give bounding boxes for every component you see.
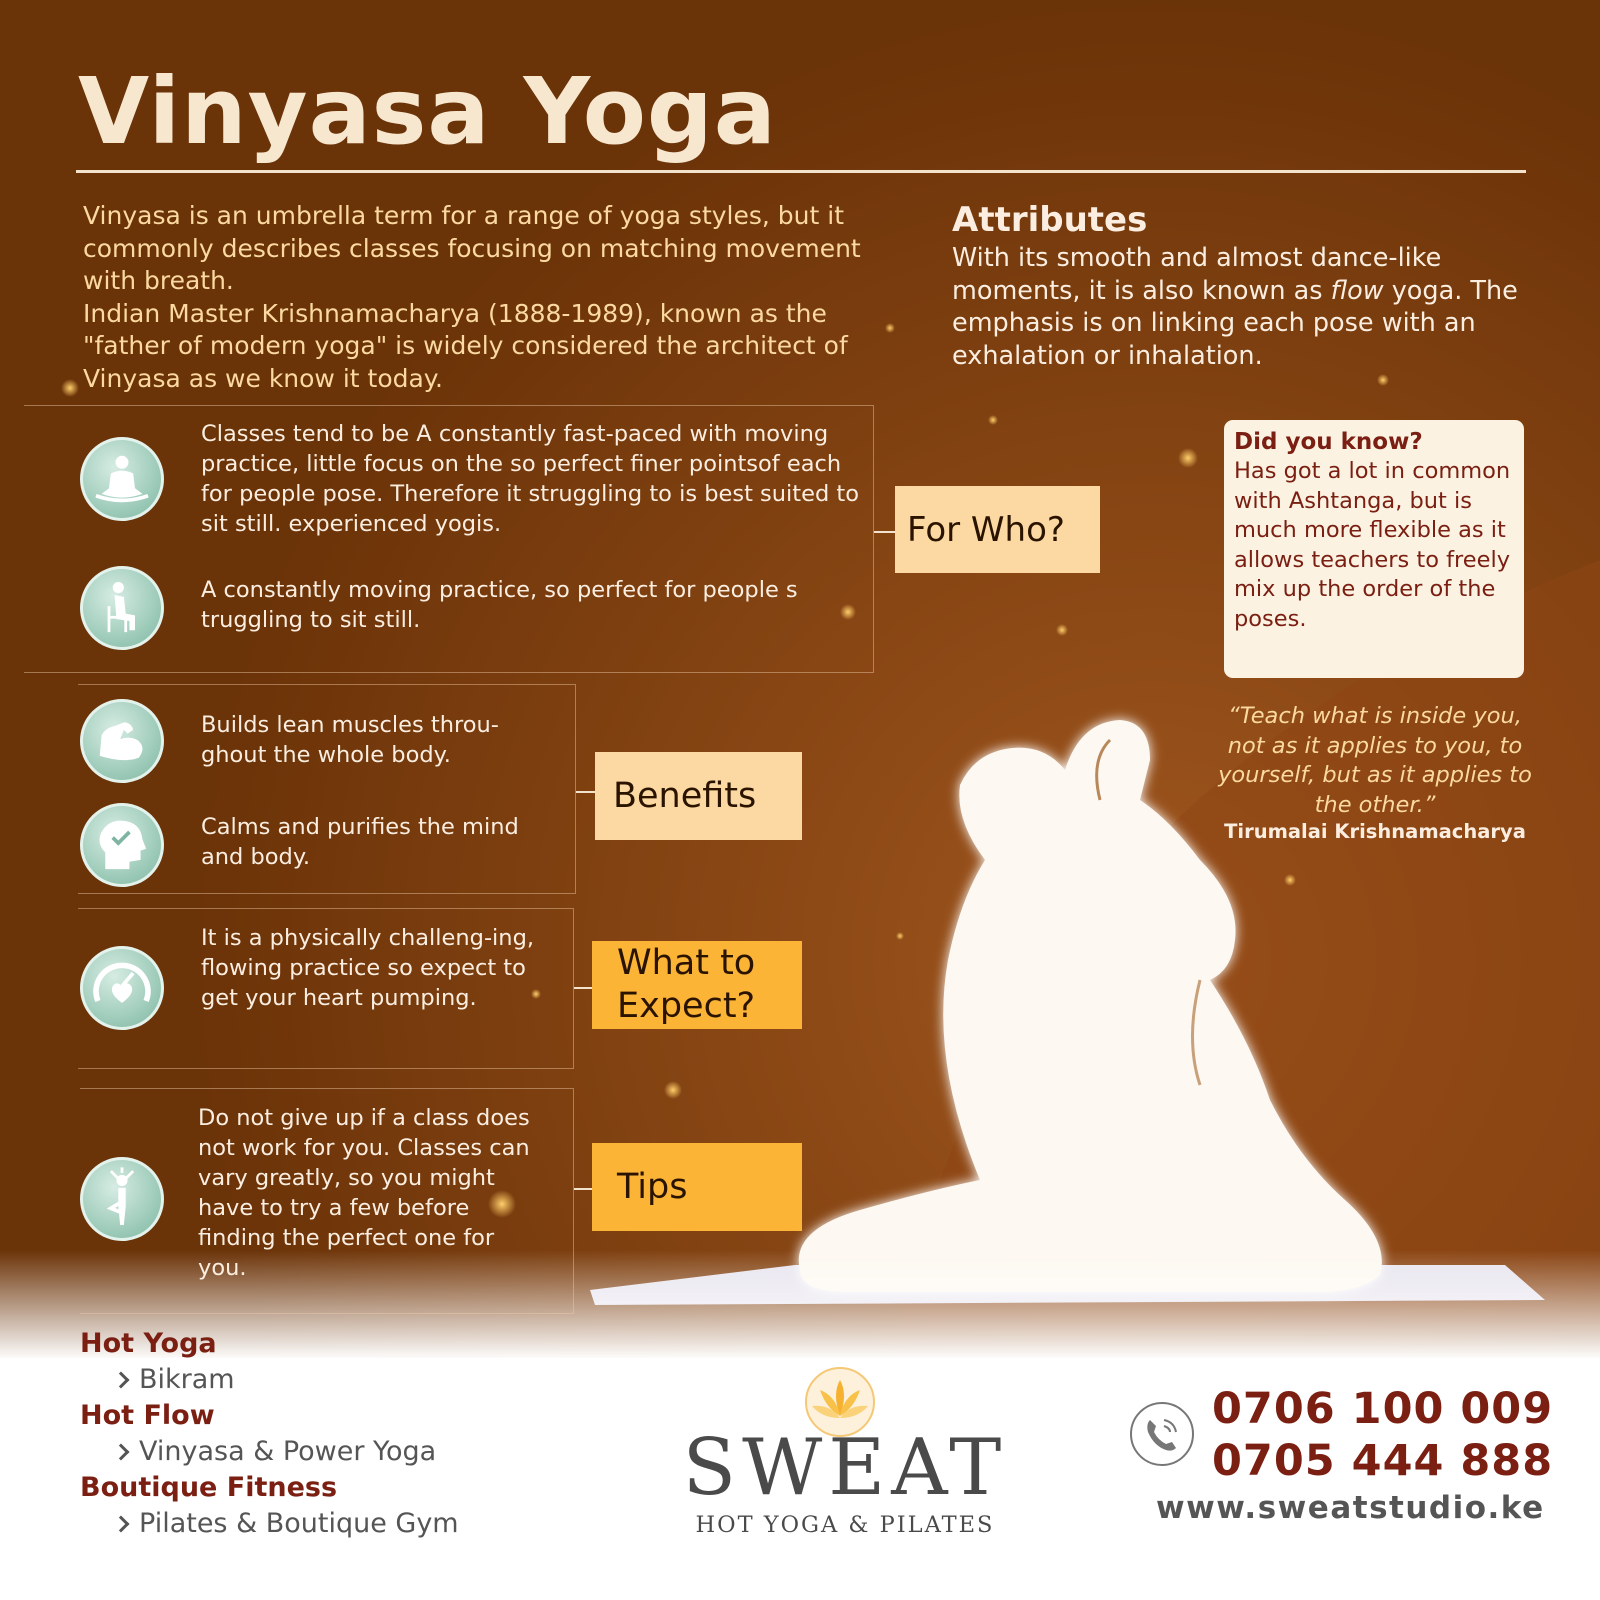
tips-tag [592, 1143, 802, 1231]
quote-author: Tirumalai Krishnamacharya [1224, 820, 1526, 843]
muscle-arm-icon [80, 699, 164, 783]
service-heading-hot-flow: Hot Flow [80, 1400, 215, 1431]
benefits-label: Benefits [613, 776, 757, 816]
attributes-text [952, 242, 1532, 372]
phone-number-1[interactable]: 0706 100 009 [1212, 1384, 1554, 1434]
service-item-label: Bikram [139, 1364, 235, 1395]
website-link[interactable]: www.sweatstudio.ke [1156, 1490, 1545, 1526]
chevron-right-icon [113, 1371, 130, 1388]
title-divider [76, 170, 1526, 173]
brand-tagline: HOT YOGA & PILATES [695, 1512, 995, 1538]
attributes-heading: Attributes [952, 200, 1148, 240]
phone-number-2[interactable]: 0705 444 888 [1212, 1436, 1554, 1486]
for-who-item-1: Classes tend to be A constantly fast-paced with moving practice, little focus on the so perfect finer pointsof each for people pose. Therefore it struggling to is best suited to sit still. experienced yogis. [201, 421, 859, 537]
mind-check-icon [80, 803, 164, 887]
benefits-item-1: Builds lean muscles throu-ghout the whole body. [201, 712, 499, 768]
tree-pose-icon [80, 1157, 164, 1241]
sitting-person-icon [80, 566, 164, 650]
what-to-expect-tag [592, 941, 802, 1029]
for-who-item-2: A constantly moving practice, so perfect for people s truggling to sit still. [201, 577, 798, 633]
brand-name: SWEAT [682, 1423, 1008, 1513]
service-item-label: Pilates & Boutique Gym [139, 1508, 459, 1539]
attributes-text-end: yoga. The emphasis is on linking each pose with an exhalation or inhalation. [952, 275, 1518, 371]
for-who-label: For Who? [907, 509, 1065, 550]
heart-gauge-icon [80, 946, 164, 1030]
what-to-expect-connector [574, 987, 594, 989]
for-who-tag [895, 486, 1100, 573]
tips-item-1: Do not give up if a class does not work for you. Classes can vary greatly, so you might have to try a few before finding the perfect one for you. [198, 1105, 530, 1281]
what-to-expect-item-1: It is a physically challeng-ing, flowing practice so expect to get your heart pumping. [201, 925, 535, 1011]
service-item-pilates [115, 1508, 459, 1539]
for-who-connector [874, 531, 896, 533]
service-item-bikram [115, 1364, 235, 1395]
benefits-item-2: Calms and purifies the mind and body. [201, 814, 519, 870]
attributes-text-start: With its smooth and almost dance-like moments, it is also known as [952, 243, 1442, 306]
tips-label: Tips [617, 1167, 688, 1207]
tips-connector [574, 1188, 594, 1190]
did-you-know-heading: Did you know? [1234, 429, 1423, 455]
intro-paragraph-1: Vinyasa is an umbrella term for a range of yoga styles, but it commonly describes classes focusing on matching movement with breath. [83, 201, 861, 295]
meditation-icon [80, 437, 164, 521]
benefits-tag [595, 752, 802, 840]
service-heading-boutique-fitness: Boutique Fitness [80, 1472, 338, 1503]
intro-text [83, 200, 913, 395]
service-item-label: Vinyasa & Power Yoga [139, 1436, 437, 1467]
phone-icon [1128, 1400, 1196, 1468]
did-you-know-card [1224, 420, 1524, 678]
chevron-right-icon [113, 1515, 130, 1532]
did-you-know-text: Has got a lot in common with Ashtanga, but is much more flexible as it allows teachers to freely mix up the order of the poses. [1234, 458, 1511, 632]
intro-paragraph-2: Indian Master Krishnamacharya (1888-1989), known as the "father of modern yoga" is widely considered the architect of Vinyasa as we know it today. [83, 298, 848, 393]
attributes-text-flow: flow [1330, 275, 1384, 306]
service-item-vinyasa [115, 1436, 436, 1467]
what-to-expect-label: What to Expect? [617, 943, 756, 1026]
chevron-right-icon [113, 1443, 130, 1460]
service-heading-hot-yoga: Hot Yoga [80, 1328, 217, 1359]
benefits-connector [576, 791, 596, 793]
quote-text: “Teach what is inside you, not as it applies to you, to yourself, but as it applies to the other.” [1218, 703, 1532, 818]
page-title: Vinyasa Yoga [78, 58, 777, 165]
